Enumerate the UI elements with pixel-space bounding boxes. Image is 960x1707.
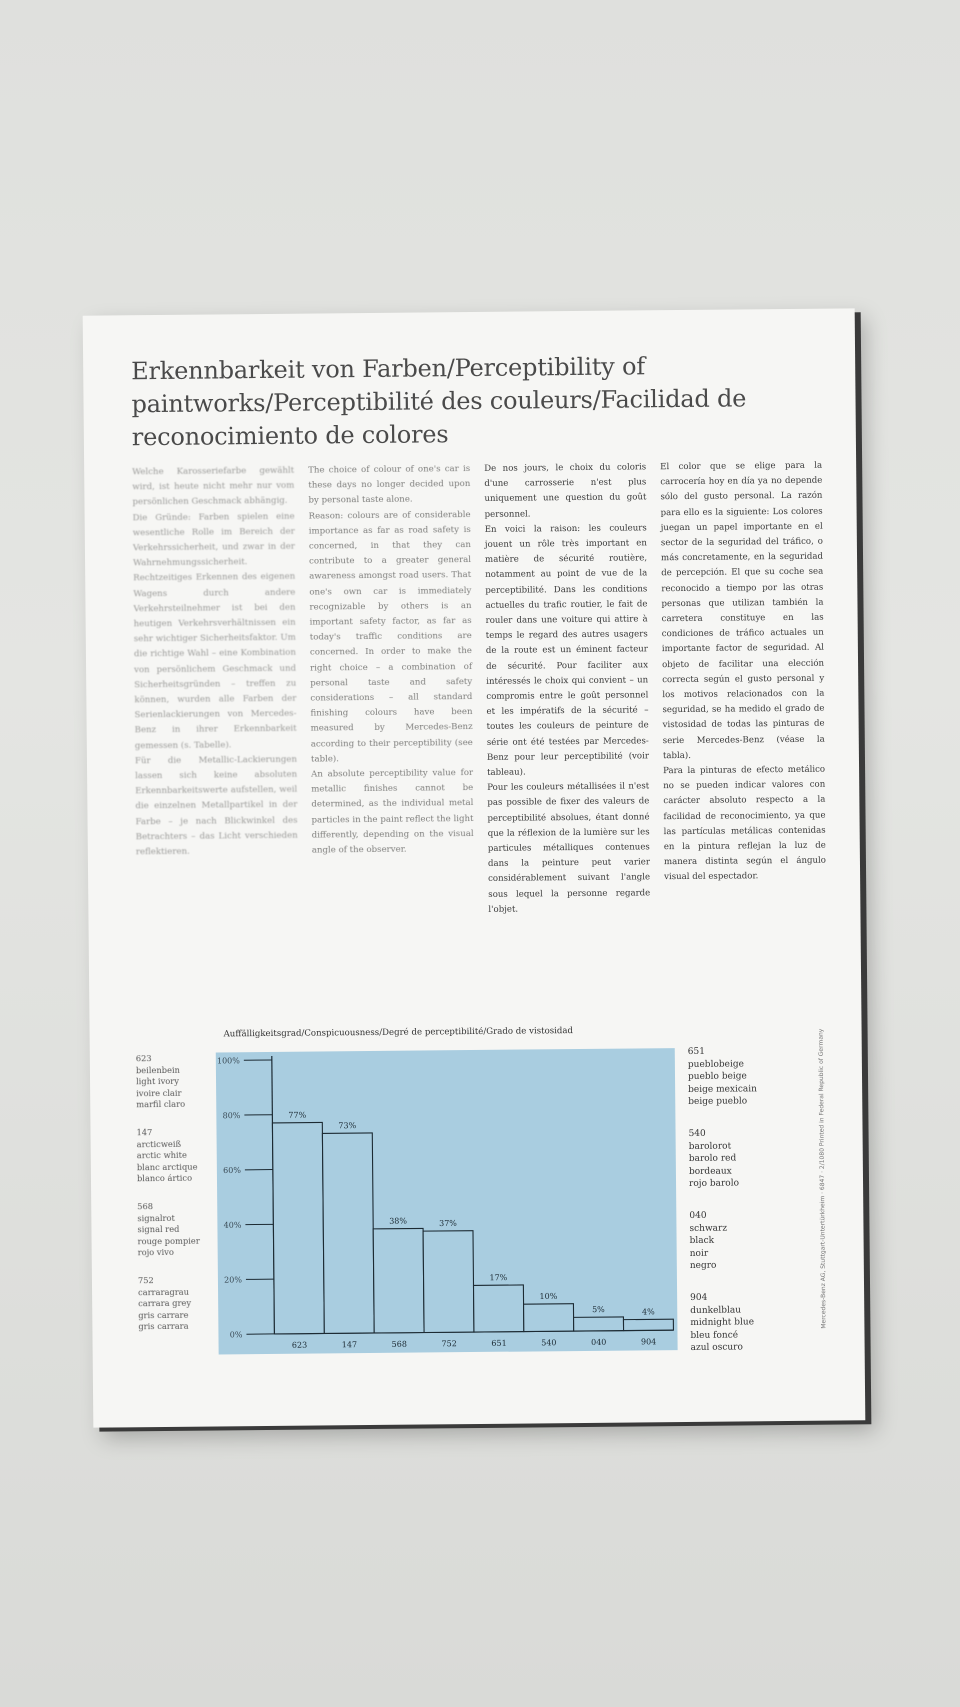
legend-entry-623 xyxy=(136,1052,221,1110)
legend-name: beilenbein xyxy=(135,1064,180,1075)
y-tick-label: 100% xyxy=(216,1056,240,1066)
legend-name: black xyxy=(689,1235,715,1247)
legend-code: 568 xyxy=(137,1201,154,1212)
legend-name: marfil claro xyxy=(136,1098,186,1110)
legend-entry-904 xyxy=(690,1291,801,1355)
legend-entry-752 xyxy=(138,1274,223,1332)
data-label-568: 38% xyxy=(389,1216,408,1226)
category-label-040: 040 xyxy=(591,1337,607,1347)
brochure-page xyxy=(83,308,866,1427)
paragraph: Pour les couleurs métallisées il n'est pas possible de fixer des valeurs de perceptibilité absolues, étant donné que la réflexion de la lumière sur les particules métalliques contenues dans la peinture peut varier considérablement suivant l'angle sous lequel la personne regarde l'objet. xyxy=(487,781,651,915)
category-label-540: 540 xyxy=(541,1338,557,1348)
legend-name: barolo red xyxy=(688,1153,737,1165)
y-tick-label: 60% xyxy=(223,1165,241,1176)
legend-name: beige mexicain xyxy=(688,1084,757,1095)
paragraph: Reason: colours are of considerable importance as far as road safety is concerned, in that they can contribute to a greater general awareness amongst road users. That one's own car is immediately recognizable by others is an important safety factor, as far as today's traffic conditions are concerned. In order to make the right choice – a combination of personal taste and safety considerations – all standard finishing colours have been measured by Mercedes-Benz according to their perceptibility (see table). xyxy=(308,509,473,765)
legend-entry-651 xyxy=(688,1045,799,1109)
legend-entry-540 xyxy=(689,1127,800,1191)
legend-code: 904 xyxy=(690,1292,708,1303)
bar-904 xyxy=(623,1319,673,1330)
bar-752 xyxy=(423,1231,474,1333)
category-label-623: 623 xyxy=(291,1340,308,1350)
legend-name: gris carrara xyxy=(138,1320,189,1332)
legend-code: 623 xyxy=(135,1053,152,1064)
category-label-904: 904 xyxy=(640,1337,657,1347)
bar-147 xyxy=(322,1133,374,1333)
legend-name: bordeaux xyxy=(688,1166,732,1177)
legend-name: light ivory xyxy=(135,1075,180,1087)
legend-name: ivoire clair xyxy=(136,1087,182,1098)
bar-651 xyxy=(474,1285,524,1332)
data-label-623: 77% xyxy=(288,1110,307,1120)
legend-name: pueblobeige xyxy=(687,1059,744,1070)
chart-title: Auffälligkeitsgrad/Conspicuousness/Degré de perceptibilité/Grado de vistosidad xyxy=(223,1026,574,1040)
legend-name: pueblo beige xyxy=(687,1071,747,1083)
legend-code: 040 xyxy=(689,1210,707,1221)
legend-name: blanc arctique xyxy=(136,1161,198,1172)
y-tick-label: 80% xyxy=(222,1111,241,1121)
bar-540 xyxy=(524,1304,574,1332)
legend-name: azul oscuro xyxy=(690,1342,743,1354)
category-label-651: 651 xyxy=(491,1338,507,1348)
category-label-147: 147 xyxy=(341,1340,358,1350)
legend-name: schwarz xyxy=(689,1223,728,1234)
legend-name: rojo barolo xyxy=(688,1178,740,1190)
data-label-540: 10% xyxy=(539,1291,558,1301)
legend-entry-568 xyxy=(137,1200,222,1258)
legend-name: rojo vivo xyxy=(137,1246,174,1258)
data-label-651: 17% xyxy=(489,1273,508,1283)
data-label-147: 73% xyxy=(338,1121,357,1131)
legend-code: 651 xyxy=(687,1046,706,1057)
paragraph: An absolute perceptibility value for metallic finishes cannot be determined, as the individual metal particles in the paint reflect the light differently, depending on the visual angle of the observer. xyxy=(311,768,474,856)
category-label-752: 752 xyxy=(441,1339,457,1349)
legend-name: arcticweiß xyxy=(136,1138,182,1149)
bar-040 xyxy=(574,1317,624,1331)
page-title: Erkennbarkeit von Farben/Perceptibility of paintworks/Perceptibilité des couleurs/Facilidad de reconocimiento de colores xyxy=(131,352,747,452)
legend-name: dunkelblau xyxy=(690,1305,742,1316)
legend-entry-040 xyxy=(689,1209,800,1273)
legend-name: blanco ártico xyxy=(136,1172,193,1184)
paragraph: Die Gründe: Farben spielen eine wesentliche Rolle im Bereich der Verkehrssicherheit, und zwar in der Wahrnehmungssicherheit. Rechtzeitiges Erkennen des eigenen Wagens durch andere Verkehrsteilnehmer ist bei den heutigen Verkehrsverhältnissen ein sehr wichtiger Sicherheitsfaktor. Um die richtige Wahl – eine Kombination von persönlichem Geschmack und Sicherheitsgründen – treffen zu können, wurden alle Farben der Serienlackierungen von Mercedes-Benz in ihrer Erkennbarkeit gemessen (s. Tabelle). xyxy=(132,511,297,751)
legend-name: bleu foncé xyxy=(690,1330,739,1341)
text-column-english xyxy=(308,462,474,859)
imprint-line: Mercedes-Benz AG, Stuttgart-Untertürkheim · 6847 · 2/1080 Printed in Federal Republic of Germany xyxy=(817,1028,828,1329)
y-tick-label: 20% xyxy=(224,1275,242,1285)
legend-name: barolorot xyxy=(688,1141,732,1152)
paragraph: Für die Metallic-Lackierungen lassen sich keine absoluten Erkennbarkeitswerte aufstellen, weil die einzelnen Metallpartikel in der Farbe – je nach Blickwinkel des Betrachters – das Licht verschieden reflektieren. xyxy=(134,754,298,858)
y-tick-label: 0% xyxy=(229,1330,243,1340)
legend-name: signalrot xyxy=(137,1212,175,1223)
text-column-spanish xyxy=(660,459,826,886)
y-tick-label: 40% xyxy=(223,1220,242,1230)
legend-name: negro xyxy=(689,1261,717,1272)
legend-entry-147 xyxy=(136,1126,221,1184)
legend-name: rouge pompier xyxy=(137,1235,200,1246)
legend-name: beige pueblo xyxy=(688,1096,748,1108)
paragraph: El color que se elige para la carrocería hoy en día ya no depende sólo del gusto personal. La razón para ello es la siguiente: Los colores juegan un papel importante en el sector de la seguridad del tráfico, o más concretamente, en la seguridad de percepción. El que su coche sea reconocido a tiempo por las otras personas que utilizan también la carretera constituye en las condiciones de tráfico actuales un importante factor de seguridad. Al objeto de facilitar una elección correcta según el gusto personal y los motivos relacionados con la seguridad, se ha medido el grado de vistosidad de todas las pinturas de serie Mercedes-Benz (véase la tabla). xyxy=(660,460,825,762)
bar-568 xyxy=(373,1228,424,1333)
paragraph: Para la pinturas de efecto metálico no se pueden indicar valores con carácter absoluto respecto a la facilidad de reconocimiento, ya que las partículas metálicas contenidas en la pintura reflejan la luz de manera distinta según el ángulo visual del espectador. xyxy=(663,764,826,883)
data-label-752: 37% xyxy=(439,1218,457,1228)
legend-code: 147 xyxy=(136,1127,153,1138)
paragraph: En voici la raison: les couleurs jouent un rôle très important en matière de sécurité routière, notamment au point de vue de la perceptibilité. Dans les conditions actuelles du trafic routier, le fait de rouler dans une voiture qui attire à temps le regard des autres usagers de la route est un éminent facteur de sécurité. Pour faciliter aux intéressés le choix qui convient – un compromis entre le goût personnel et les impératifs de la sécurité – toutes les couleurs de peinture de série ont été testées par Mercedes-Benz pour leur perceptibilité (voir tableau). xyxy=(484,523,649,778)
bar-623 xyxy=(272,1122,324,1333)
paragraph: Welche Karosseriefarbe gewählt wird, ist heute nicht mehr nur vom persönlichen Geschmack abhängig. xyxy=(132,465,295,508)
data-label-040: 5% xyxy=(592,1305,605,1315)
category-label-568: 568 xyxy=(391,1339,407,1349)
legend-name: midnight blue xyxy=(690,1317,755,1329)
data-label-904: 4% xyxy=(641,1307,655,1317)
text-column-french xyxy=(484,460,650,918)
legend-name: carraragrau xyxy=(138,1286,190,1297)
legend-code: 540 xyxy=(688,1128,706,1139)
legend-name: noir xyxy=(689,1248,709,1259)
legend-name: signal red xyxy=(137,1223,180,1235)
legend-code: 752 xyxy=(137,1275,154,1286)
text-column-german xyxy=(132,464,298,861)
paragraph: The choice of colour of one's car is these days no longer decided upon by personal taste alone. xyxy=(308,464,471,506)
legend-name: gris carrare xyxy=(138,1309,189,1320)
legend-name: carrara grey xyxy=(138,1297,192,1309)
legend-name: arctic white xyxy=(136,1149,187,1161)
paragraph: De nos jours, le choix du coloris d'une carrosserie n'est plus uniquement une question du goût personnel. xyxy=(484,462,647,520)
